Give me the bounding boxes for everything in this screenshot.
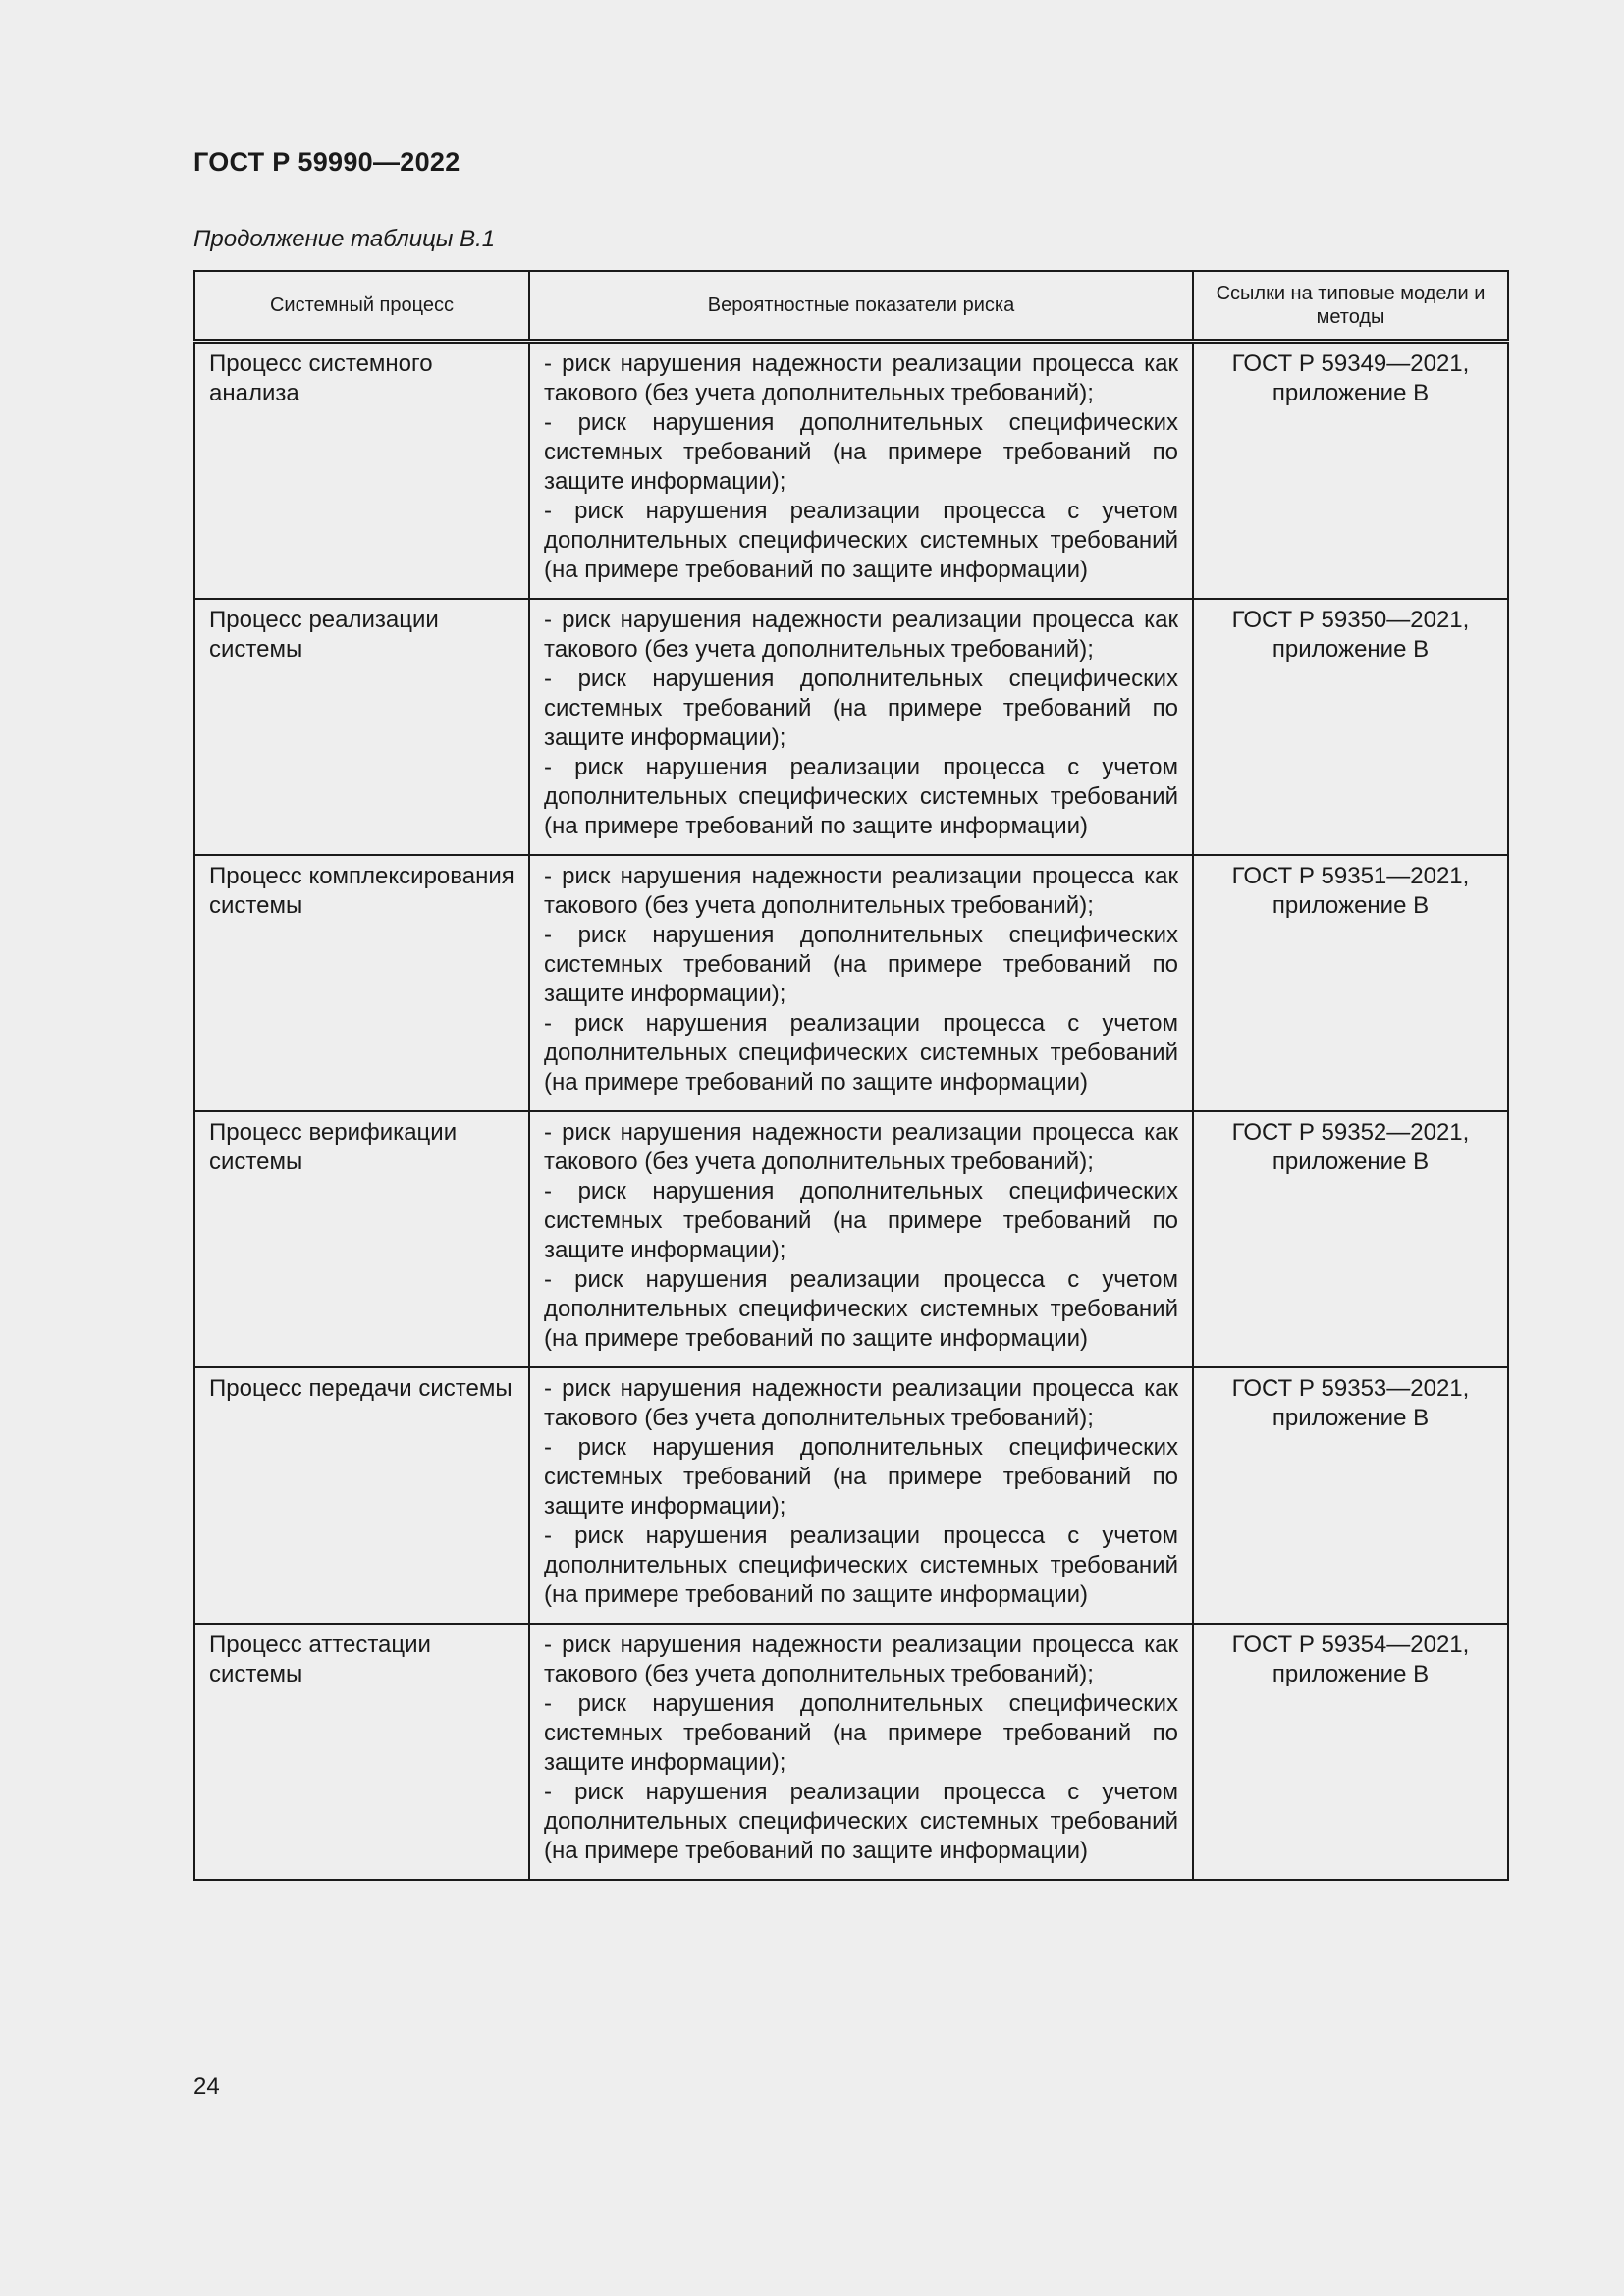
reference-cell: ГОСТ Р 59352—2021, приложение В [1193, 1111, 1508, 1367]
risk-item: - риск нарушения надежности реализации процесса как такового (без учета дополнительных требований); [544, 607, 1178, 663]
risk-item: - риск нарушения надежности реализации процесса как такового (без учета дополнительных требований); [544, 863, 1178, 919]
risk-indicators-cell [529, 855, 1193, 1111]
risk-item: - риск нарушения дополнительных специфических системных требований (на примере требований по защите информации); [544, 409, 1178, 495]
table-row [194, 855, 1508, 1111]
table-caption: Продолжение таблицы В.1 [193, 226, 496, 252]
risk-item: - риск нарушения дополнительных специфических системных требований (на примере требований по защите информации); [544, 1434, 1178, 1520]
reference-cell: ГОСТ Р 59351—2021, приложение В [1193, 855, 1508, 1111]
risk-item: - риск нарушения надежности реализации процесса как такового (без учета дополнительных требований); [544, 350, 1178, 406]
process-cell: Процесс реализации системы [194, 599, 529, 855]
risk-item: - риск нарушения дополнительных специфических системных требований (на примере требований по защите информации); [544, 666, 1178, 751]
process-cell: Процесс комплексирования системы [194, 855, 529, 1111]
risk-item: - риск нарушения реализации процесса с учетом дополнительных специфических системных требований (на примере требований по защите информации) [544, 498, 1178, 583]
page-number: 24 [193, 2073, 220, 2100]
column-header-risk-indicators: Вероятностные показатели риска [529, 271, 1193, 342]
risk-item: - риск нарушения реализации процесса с учетом дополнительных специфических системных требований (на примере требований по защите информации) [544, 1010, 1178, 1095]
process-cell: Процесс системного анализа [194, 342, 529, 600]
risk-item: - риск нарушения надежности реализации процесса как такового (без учета дополнительных требований); [544, 1631, 1178, 1687]
table-row [194, 1624, 1508, 1880]
risk-indicators-cell [529, 599, 1193, 855]
risk-indicators-cell [529, 1367, 1193, 1624]
table-body [194, 342, 1508, 1881]
reference-cell: ГОСТ Р 59349—2021, приложение В [1193, 342, 1508, 600]
risk-table [193, 270, 1509, 1881]
table-row [194, 342, 1508, 600]
table-row [194, 599, 1508, 855]
column-header-process: Системный процесс [194, 271, 529, 342]
risk-item: - риск нарушения дополнительных специфических системных требований (на примере требований по защите информации); [544, 922, 1178, 1007]
risk-item: - риск нарушения надежности реализации процесса как такового (без учета дополнительных требований); [544, 1375, 1178, 1431]
reference-cell: ГОСТ Р 59350—2021, приложение В [1193, 599, 1508, 855]
reference-cell: ГОСТ Р 59353—2021, приложение В [1193, 1367, 1508, 1624]
risk-item: - риск нарушения реализации процесса с учетом дополнительных специфических системных требований (на примере требований по защите информации) [544, 1266, 1178, 1352]
risk-item: - риск нарушения дополнительных специфических системных требований (на примере требований по защите информации); [544, 1178, 1178, 1263]
column-header-references: Ссылки на типовые модели и методы [1193, 271, 1508, 342]
risk-item: - риск нарушения дополнительных специфических системных требований (на примере требований по защите информации); [544, 1690, 1178, 1776]
table-row [194, 1367, 1508, 1624]
process-cell: Процесс верификации системы [194, 1111, 529, 1367]
risk-indicators-cell [529, 1624, 1193, 1880]
process-cell: Процесс аттестации системы [194, 1624, 529, 1880]
risk-item: - риск нарушения надежности реализации процесса как такового (без учета дополнительных требований); [544, 1119, 1178, 1175]
reference-cell: ГОСТ Р 59354—2021, приложение В [1193, 1624, 1508, 1880]
table-row [194, 1111, 1508, 1367]
table-header [194, 271, 1508, 342]
risk-indicators-cell [529, 342, 1193, 600]
risk-indicators-cell [529, 1111, 1193, 1367]
document-title: ГОСТ Р 59990—2022 [193, 147, 460, 177]
risk-item: - риск нарушения реализации процесса с учетом дополнительных специфических системных требований (на примере требований по защите информации) [544, 1779, 1178, 1864]
risk-item: - риск нарушения реализации процесса с учетом дополнительных специфических системных требований (на примере требований по защите информации) [544, 1522, 1178, 1608]
process-cell: Процесс передачи системы [194, 1367, 529, 1624]
header-row [194, 271, 1508, 342]
risk-item: - риск нарушения реализации процесса с учетом дополнительных специфических системных требований (на примере требований по защите информации) [544, 754, 1178, 839]
